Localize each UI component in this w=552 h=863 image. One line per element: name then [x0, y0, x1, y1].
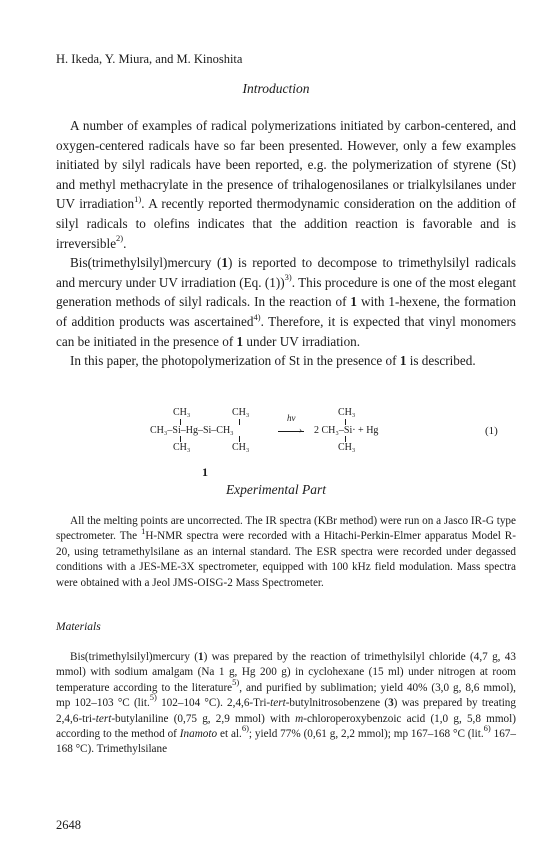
arrow-head: › — [299, 425, 302, 435]
text-run: et al. — [217, 728, 242, 741]
italic-prefix: tert — [95, 712, 112, 725]
text-run: Bis(trimethylsilyl)mercury ( — [70, 255, 222, 271]
page-number: 2648 — [56, 818, 81, 832]
text-run: ; yield 77% (0,61 g, 2,2 mmol); mp 167–168 °C (lit. — [248, 728, 484, 741]
photon-label: hν — [287, 413, 296, 423]
section-title-experimental: Experimental Part — [225, 482, 327, 497]
compound-ref: 3 — [388, 697, 394, 710]
text-run: In this paper, the photopolymerization of St in the presence of — [70, 353, 400, 369]
text-run: A number of examples of radical polymerizations initiated by carbon-centered, and oxygen-centered radicals have so far been presented. However, only a few examples initiated by silyl radicals have been reported, e.g. the polymerization of styrene (St) and methyl methacrylate in the presence of trihalogenosilanes or trialkylsilanes under UV irradiation — [56, 118, 516, 212]
text-run: ) was prepared by treating 2,4,6-tri- — [56, 697, 516, 725]
text-run: -chloroperoxybenzoic acid (1,0 g, 5,8 mmol) according to the method of — [56, 712, 516, 741]
methyl-group-top-left: CH₃ — [173, 407, 191, 418]
materials-paragraph-1 — [56, 650, 516, 758]
text-run: All the melting points are uncorrected. The IR spectra (KBr method) were run on a Jasco IR-G type spectrometer. The — [56, 515, 516, 543]
compound-ref: 1 — [221, 255, 228, 271]
intro-paragraph-3 — [56, 351, 516, 371]
text-run: under UV irradiation. — [243, 333, 361, 349]
subsection-title-materials: Materials — [56, 621, 101, 633]
text-run: . A recently reported thermodynamic consideration on the addition of silyl radicals to olefins indicates that the addition reaction is favorable and is irreversible — [56, 196, 516, 251]
experimental-paragraph-1 — [56, 514, 516, 591]
text-run: ) is reported to decompose to trimethylsilyl radicals and mercury under UV irradiation (Eq. (1)) — [56, 255, 517, 290]
intro-paragraph-1 — [56, 116, 516, 253]
methyl-group-bottom-mid: CH₃ — [232, 442, 250, 453]
italic-prefix: tert — [270, 697, 286, 710]
intro-paragraph-2 — [56, 253, 516, 351]
citation-ref-4: 4) — [253, 311, 261, 322]
citation-ref-6: 6) — [241, 723, 249, 734]
methyl-group-top-right: CH₃ — [338, 407, 356, 418]
citation-ref-1: 1) — [134, 193, 142, 204]
compound-ref: 1 — [198, 651, 204, 663]
italic-prefix: m — [295, 712, 304, 725]
text-run: is described. — [406, 353, 476, 369]
introduction-body — [56, 116, 516, 371]
compound-ref: 1 — [236, 333, 244, 349]
reactant-formula: CH₃–Si–Hg–Si–CH₃ — [150, 425, 234, 436]
methyl-group-bottom-right: CH₃ — [338, 442, 356, 453]
text-run: . Therefore, it is expected that vinyl monomers can be initiated in the presence of — [56, 313, 517, 349]
text-run: Bis(trimethylsilyl)mercury ( — [70, 651, 198, 663]
text-run: 167–168 °C). Trimethylsilane — [56, 728, 516, 756]
methyl-group-top-mid: CH₃ — [232, 407, 250, 418]
citation-ref-2: 2) — [116, 233, 124, 244]
author-name: Inamoto — [179, 728, 218, 741]
section-title-introduction: Introduction — [242, 81, 310, 96]
text-run: with 1-hexene, the formation of addition products was ascertained — [56, 294, 516, 329]
citation-ref-3: 3) — [284, 272, 292, 283]
isotope-superscript: 1 — [141, 525, 146, 536]
materials-body — [56, 650, 516, 758]
citation-ref-6: 6) — [483, 723, 491, 734]
compound-ref: 1 — [399, 353, 407, 369]
text-run: , and purified by sublimation; yield 40% (3,0 g, 8,6 mmol), mp 102–103 °C (lit. — [56, 681, 516, 710]
compound-ref: 1 — [350, 294, 358, 310]
running-header-authors: H. Ikeda, Y. Miura, and M. Kinoshita — [56, 52, 243, 66]
compound-label: 1 — [202, 465, 208, 479]
citation-ref-5: 5) — [149, 692, 157, 703]
text-run: . — [123, 235, 127, 251]
bond-line — [239, 419, 240, 425]
text-run: . This procedure is one of the most elegant generation methods of silyl radicals. In the reaction of — [56, 274, 516, 310]
citation-ref-5: 5) — [232, 677, 240, 688]
product-formula: 2 CH₃–Si· + Hg — [314, 425, 379, 436]
experimental-body — [56, 514, 516, 591]
text-run: 102–104 °C). 2,4,6-Tri- — [156, 697, 271, 710]
text-run: H-NMR spectra were recorded with a Hitachi-Perkin-Elmer apparatus Model R-20, using tetramethylsilane as an internal standard. The ESR spectra were recorded under degassed conditions with a JES-ME-3X spectrometer, equipped with 100 kHz field modulation. Mass spectra were obtained with a Jeol JMS-OISG-2 Mass Spectrometer. — [56, 530, 516, 589]
text-run: ) was prepared by the reaction of trimethylsilyl chloride (4,7 g, 43 mmol) with sodium amalgam (Na 1 g, Hg 200 g) in cyclohexane (15 ml) under nitrogen at room temperature according to the literature — [56, 651, 516, 694]
text-run: -butylnitrosobenzene ( — [285, 697, 389, 710]
equation-number: (1) — [485, 425, 498, 437]
text-run: -butylaniline (0,75 g, 2,9 mmol) with — [111, 712, 296, 725]
methyl-group-bottom-left: CH₃ — [173, 442, 191, 453]
chemical-equation — [0, 405, 552, 485]
